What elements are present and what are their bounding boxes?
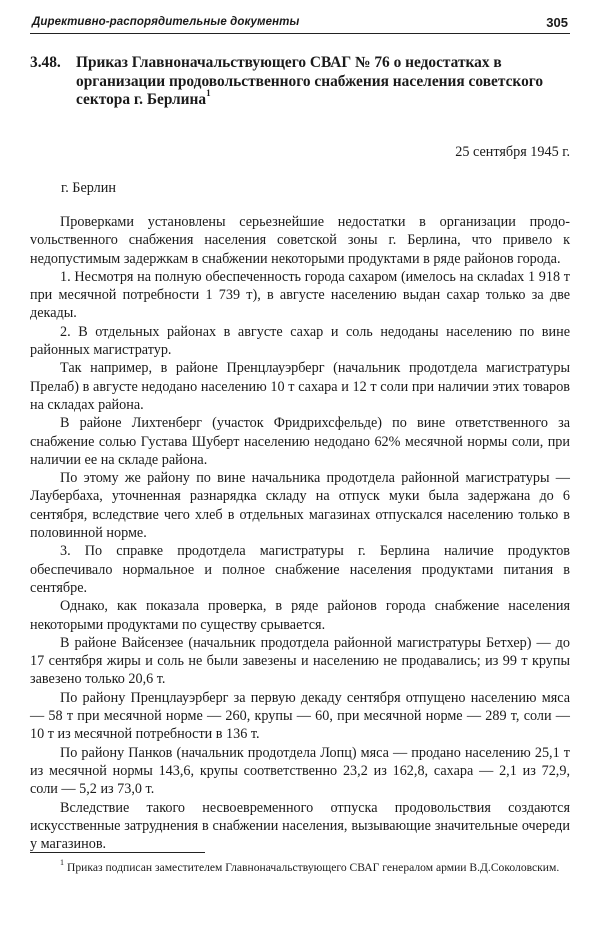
- document-date: 25 сентября 1945 г.: [455, 144, 570, 160]
- document-body: [30, 213, 570, 853]
- paragraph: 1. Несмотря на полную обеспеченность города сахаром (имелось на склаdах 1 918 т при месячной потребности 1 739 т), в августе населению выдан сахар только за две декады.: [30, 268, 570, 322]
- paragraph: Вследствие такого несвоевременного отпуска продовольствия создаются искусственные затруднения в снабжении населения, вызывающие значительные очереди у магазинов.: [30, 799, 570, 853]
- footnote-divider: [30, 852, 205, 853]
- paragraph: Проверками установлены серьезнейшие недостатки в организации продоvольственного снабжения населения советской зоны г. Берлина, что привело к недопустимым задержкам в снабжении некоторыми продуктами в ряде районов города.: [30, 214, 570, 267]
- document-place: г. Берлин: [61, 180, 116, 196]
- paragraph: Так например, в районе Пренцлауэрберг (начальник продотдела магистратуры Прелаб) в августе недодано населению 10 т сахара и 12 т соли при наличии этих товаров на складах района.: [30, 360, 570, 413]
- paragraph: Однако, как показала проверка, в ряде районов города снабжение населения некоторыми продуктами по существу срывается.: [30, 598, 570, 633]
- paragraph: В районе Вайсензее (начальник продотдела районной магистратуры Бетхер) — до 17 сентября жиры и соль не были завезены и населению не продавались; из 99 т крупы завезено только 20,6 т.: [30, 634, 570, 688]
- page-number: 305: [546, 15, 568, 30]
- footnote-mark: 1: [60, 858, 64, 868]
- paragraph: 3. По справке продотдела магистратуры г. Берлина наличие продуктов обеспечивало нормальное и полное снабжение населения продуктами питания в сентябре.: [30, 543, 570, 596]
- paragraph: В районе Лихтенберг (участок Фридрихсфельде) по вине ответственного за снабжение солью Густава Шуберт населению недодано 62% месячной нормы соли, при наличии ее на складе района.: [30, 415, 570, 468]
- title-footnote-mark[interactable]: 1: [206, 87, 211, 98]
- paragraph: По району Пренцлауэрберг за первую декаду сентября отпущено населению мяса — 58 т при месячной норме — 260, крупы — 60, при месячной норме — 289 т, соли — 10 т из месячной потребности в 136 т.: [30, 689, 570, 743]
- document-number: 3.48.: [30, 54, 61, 71]
- document-title-text: [76, 54, 570, 110]
- footnote: [30, 860, 570, 875]
- paragraph: По району Панков (начальник продотдела Лопц) мяса — продано населению 25,1 т из месячной нормы 143,6, крупы соответственно 23,2 из 162,8, сахара — 2,1 из 72,9, соли — 5,2 из 73,0 т.: [30, 744, 570, 798]
- running-title: Директивно-распорядительные документы: [32, 16, 300, 28]
- running-header: [30, 15, 570, 34]
- paragraph: По этому же району по вине начальника продотдела районной магистратуры — Лаубербаха, уточненная разнарядка складу на отпуск муки была задержана до 6 сентября, вследствие чего хлеб в отдельных магазинах отпускался населению только в половинной норме.: [30, 470, 570, 542]
- document-title: [30, 54, 570, 110]
- document-title-label: Приказ Главноначальствующего СВАГ № 76 о недостатках в организации продовольственного снабжения населения советского сектора г. Берлина: [76, 54, 544, 108]
- paragraph: 2. В отдельных районах в августе сахар и соль недоданы населению по вине районных магистратур.: [30, 323, 570, 359]
- footnote-text: Приказ подписан заместителем Главноначальствующего СВАГ генералом армии В.Д.Соколовским.: [67, 861, 560, 874]
